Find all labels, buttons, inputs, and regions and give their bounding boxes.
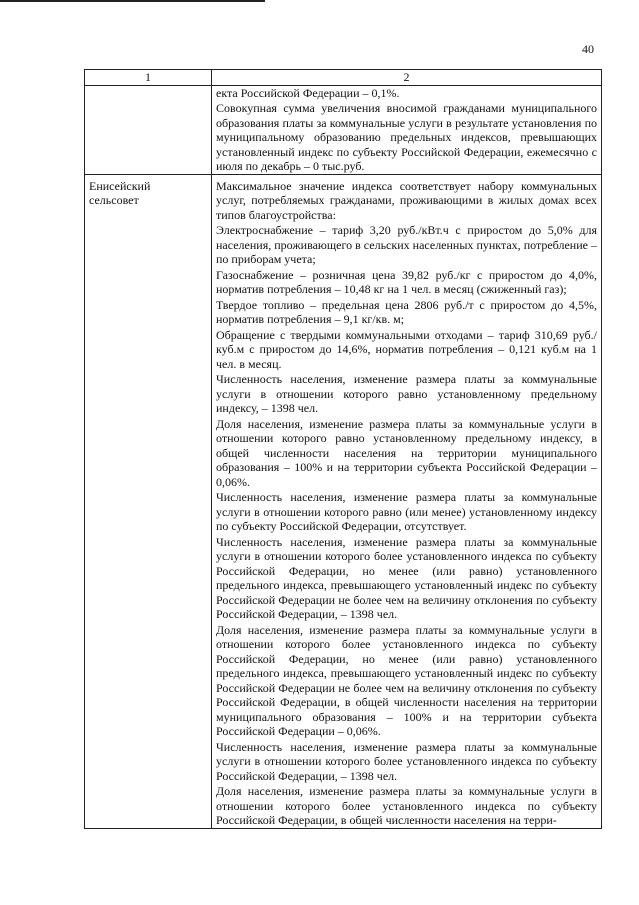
paragraph: Численность населения, изменение размера платы за коммунальные услуги в отношении которого равно (или менее) установленному индексу по субъекту Российской Федерации, отсутствует. (216, 490, 597, 533)
row2-description-cell (212, 174, 602, 828)
column-header-2: 2 (212, 70, 602, 86)
page-number: 40 (582, 42, 594, 56)
municipality-name-line: сельсовет (89, 193, 139, 207)
paragraph: Совокупная сумма увеличения вносимой гражданами муниципального образования платы за коммунальные услуги в результате установления по муниципальному образованию предельных индексов, превышающих установленный индекс по субъекту Российской Федерации, ежемесячно с июля по декабрь – 0 тыс.руб. (216, 101, 597, 173)
paragraph: Электроснабжение – тариф 3,20 руб./кВт.ч с приростом до 5,0% для населения, проживающего в сельских населенных пунктах, потребление – по приборам учета; (216, 223, 597, 266)
table-row (85, 174, 602, 828)
column-header-1: 1 (85, 70, 212, 86)
row2-municipality-cell (85, 174, 212, 828)
paragraph: Численность населения, изменение размера платы за коммунальные услуги в отношении которого равно установленному предельному индексу, – 1398 чел. (216, 372, 597, 415)
paragraph: Доля населения, изменение размера платы за коммунальные услуги в отношении которого равно установленному предельному индексу, в общей численности населения на территории муниципального образования – 100% и на территории субъекта Российской Федерации – 0,06%. (216, 416, 597, 489)
paragraph: Численность населения, изменение размера платы за коммунальные услуги в отношении которого более установленного индекса по субъекту Российской Федерации, – 1398 чел. (216, 739, 597, 783)
row1-description-cell (212, 85, 602, 174)
paragraph: Численность населения, изменение размера платы за коммунальные услуги в отношении которого более установленного индекса по субъекту Российской Федерации, но менее (или равно) установленного предельного индекса, превышающего установленный индекс по субъекту Российской Федерации не более чем на величину отклонения по субъекту Российской Федерации, – 1398 чел. (216, 534, 597, 621)
paragraph: Доля населения, изменение размера платы за коммунальные услуги в отношении которого более установленного индекса по субъекту Российской Федерации, но менее (или равно) установленного предельного индекса, превышающего установленный индекс по субъекту Российской Федерации не более чем на величину отклонения по субъекту Российской Федерации, в общей численности населения на территории муниципального образования – 100% и на территории субъекта Российской Федерации – 0,06%. (216, 622, 597, 738)
header-rule (0, 0, 265, 2)
paragraph: Доля населения, изменение размера платы за коммунальные услуги в отношении которого более установленного индекса по субъекту Российской Федерации, в общей численности населения на терри- (216, 784, 597, 827)
paragraph: екта Российской Федерации – 0,1%. (216, 85, 400, 100)
row1-municipality-cell (85, 85, 212, 174)
municipality-name-line: Енисейский (89, 178, 151, 193)
paragraph: Максимальное значение индекса соответствует набору коммунальных услуг, потребляемых гражданами, проживающими в жилых домах всех типов благоустройства: (216, 178, 597, 222)
paragraph: Твердое топливо – предельная цена 2806 руб./т с приростом до 4,5%, норматив потребления – 9,1 кг/кв. м; (216, 297, 597, 326)
table-header-row (85, 70, 602, 86)
paragraph: Обращение с твердыми коммунальными отходами – тариф 310,69 руб./куб.м с приростом до 14,6%, норматив потребления – 0,121 куб.м на 1 чел. в месяц. (216, 327, 597, 371)
table-row (85, 85, 602, 174)
content-table (84, 69, 602, 829)
paragraph: Газоснабжение – розничная цена 39,82 руб./кг с приростом до 4,0%, норматив потребления – 10,48 кг на 1 чел. в месяц (сжиженный газ); (216, 267, 597, 296)
